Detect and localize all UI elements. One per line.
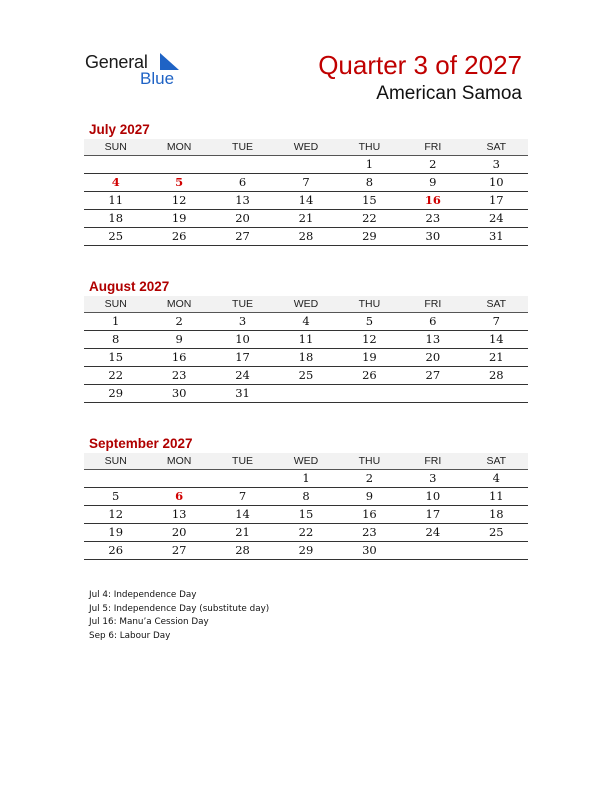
logo-general-text: General	[85, 52, 148, 72]
day-cell: 9	[338, 488, 401, 506]
month-title: August 2027	[89, 279, 170, 294]
day-cell: 4	[465, 470, 528, 488]
weekday-header: FRI	[401, 139, 464, 156]
day-cell: 25	[465, 524, 528, 542]
day-cell: 27	[147, 542, 210, 560]
weekday-header: WED	[274, 296, 337, 313]
day-cell: 29	[338, 228, 401, 246]
day-cell: 31	[211, 385, 274, 403]
day-cell: 8	[274, 488, 337, 506]
country-subtitle: American Samoa	[376, 83, 522, 104]
holiday-note: Jul 5: Independence Day (substitute day)	[89, 603, 270, 614]
day-cell: 28	[211, 542, 274, 560]
day-cell: 13	[401, 331, 464, 349]
day-cell: 3	[211, 313, 274, 331]
day-cell: 3	[465, 156, 528, 174]
day-cell: 25	[84, 228, 147, 246]
week-row	[84, 228, 528, 246]
month-calendar-table	[84, 453, 528, 560]
day-cell: 26	[338, 367, 401, 385]
weekday-header: MON	[147, 453, 210, 470]
week-row	[84, 156, 528, 174]
day-cell: 18	[84, 210, 147, 228]
day-cell: 24	[401, 524, 464, 542]
day-cell: 22	[274, 524, 337, 542]
week-row	[84, 524, 528, 542]
day-cell: 21	[465, 349, 528, 367]
holiday-note: Jul 16: Manu’a Cession Day	[89, 617, 209, 627]
day-cell: 10	[211, 331, 274, 349]
week-row	[84, 331, 528, 349]
day-cell: 28	[274, 228, 337, 246]
day-cell: 27	[401, 367, 464, 385]
weekday-header: TUE	[211, 139, 274, 156]
day-cell: 10	[401, 488, 464, 506]
empty-day-cell	[338, 385, 401, 403]
day-cell: 13	[211, 192, 274, 210]
day-cell: 3	[401, 470, 464, 488]
day-cell: 23	[338, 524, 401, 542]
month-block-august	[84, 278, 528, 403]
week-row	[84, 367, 528, 385]
week-row	[84, 313, 528, 331]
week-row	[84, 542, 528, 560]
generalblue-logo	[85, 52, 195, 92]
day-cell: 31	[465, 228, 528, 246]
day-cell: 21	[211, 524, 274, 542]
weekday-header: SAT	[465, 453, 528, 470]
day-cell: 22	[338, 210, 401, 228]
day-cell: 11	[274, 331, 337, 349]
day-cell: 5	[338, 313, 401, 331]
day-cell: 7	[274, 174, 337, 192]
day-cell: 18	[274, 349, 337, 367]
day-cell: 8	[84, 331, 147, 349]
day-cell: 16	[147, 349, 210, 367]
month-title: July 2027	[89, 122, 150, 137]
weekday-header: FRI	[401, 296, 464, 313]
day-cell: 15	[274, 506, 337, 524]
weekday-header: TUE	[211, 453, 274, 470]
day-cell: 17	[401, 506, 464, 524]
empty-day-cell	[401, 542, 464, 560]
weekday-header: MON	[147, 139, 210, 156]
week-row	[84, 506, 528, 524]
day-cell: 11	[84, 192, 147, 210]
logo-blue-text: Blue	[140, 69, 175, 88]
day-cell: 20	[211, 210, 274, 228]
empty-day-cell	[84, 156, 147, 174]
weekday-header: THU	[338, 453, 401, 470]
week-row	[84, 174, 528, 192]
day-cell: 30	[338, 542, 401, 560]
week-row	[84, 349, 528, 367]
day-cell: 6	[401, 313, 464, 331]
empty-day-cell	[211, 156, 274, 174]
day-cell: 18	[465, 506, 528, 524]
holiday-day-cell: 4	[84, 174, 147, 192]
weekday-header: WED	[274, 453, 337, 470]
day-cell: 14	[465, 331, 528, 349]
day-cell: 7	[211, 488, 274, 506]
day-cell: 12	[84, 506, 147, 524]
day-cell: 21	[274, 210, 337, 228]
day-cell: 12	[338, 331, 401, 349]
day-cell: 16	[338, 506, 401, 524]
day-cell: 24	[211, 367, 274, 385]
weekday-header: SAT	[465, 139, 528, 156]
holiday-day-cell: 16	[401, 192, 464, 210]
holiday-day-cell: 6	[147, 488, 210, 506]
holiday-note: Jul 4: Independence Day	[89, 590, 197, 600]
day-cell: 6	[211, 174, 274, 192]
day-cell: 2	[338, 470, 401, 488]
day-cell: 13	[147, 506, 210, 524]
day-cell: 8	[338, 174, 401, 192]
holiday-day-cell: 5	[147, 174, 210, 192]
day-cell: 9	[401, 174, 464, 192]
day-cell: 14	[211, 506, 274, 524]
week-row	[84, 192, 528, 210]
day-cell: 20	[147, 524, 210, 542]
holiday-note: Sep 6: Labour Day	[89, 630, 171, 641]
weekday-header: THU	[338, 139, 401, 156]
day-cell: 26	[84, 542, 147, 560]
weekday-header: SAT	[465, 296, 528, 313]
day-cell: 20	[401, 349, 464, 367]
empty-day-cell	[465, 385, 528, 403]
day-cell: 7	[465, 313, 528, 331]
day-cell: 14	[274, 192, 337, 210]
week-row	[84, 385, 528, 403]
weekday-header: FRI	[401, 453, 464, 470]
month-block-july	[84, 121, 528, 246]
weekday-header: SUN	[84, 296, 147, 313]
day-cell: 17	[211, 349, 274, 367]
day-cell: 29	[84, 385, 147, 403]
empty-day-cell	[274, 156, 337, 174]
day-cell: 10	[465, 174, 528, 192]
week-row	[84, 488, 528, 506]
day-cell: 19	[147, 210, 210, 228]
weekday-header: MON	[147, 296, 210, 313]
day-cell: 27	[211, 228, 274, 246]
day-cell: 11	[465, 488, 528, 506]
month-title: September 2027	[89, 436, 193, 451]
day-cell: 15	[84, 349, 147, 367]
weekday-header: SUN	[84, 453, 147, 470]
empty-day-cell	[147, 156, 210, 174]
day-cell: 19	[338, 349, 401, 367]
day-cell: 23	[401, 210, 464, 228]
weekday-header: TUE	[211, 296, 274, 313]
day-cell: 2	[401, 156, 464, 174]
empty-day-cell	[274, 385, 337, 403]
day-cell: 1	[338, 156, 401, 174]
day-cell: 1	[84, 313, 147, 331]
empty-day-cell	[465, 542, 528, 560]
day-cell: 4	[274, 313, 337, 331]
page-title: Quarter 3 of 2027	[318, 50, 522, 80]
day-cell: 28	[465, 367, 528, 385]
day-cell: 17	[465, 192, 528, 210]
day-cell: 1	[274, 470, 337, 488]
day-cell: 26	[147, 228, 210, 246]
empty-day-cell	[147, 470, 210, 488]
day-cell: 25	[274, 367, 337, 385]
day-cell: 24	[465, 210, 528, 228]
weekday-header: SUN	[84, 139, 147, 156]
month-calendar-table	[84, 139, 528, 246]
week-row	[84, 210, 528, 228]
holiday-notes	[89, 589, 269, 643]
month-block-september	[84, 435, 528, 560]
day-cell: 5	[84, 488, 147, 506]
day-cell: 15	[338, 192, 401, 210]
day-cell: 29	[274, 542, 337, 560]
month-calendar-table	[84, 296, 528, 403]
day-cell: 30	[401, 228, 464, 246]
day-cell: 2	[147, 313, 210, 331]
day-cell: 12	[147, 192, 210, 210]
weekday-header: THU	[338, 296, 401, 313]
day-cell: 22	[84, 367, 147, 385]
day-cell: 9	[147, 331, 210, 349]
week-row	[84, 470, 528, 488]
day-cell: 23	[147, 367, 210, 385]
empty-day-cell	[211, 470, 274, 488]
weekday-header: WED	[274, 139, 337, 156]
day-cell: 19	[84, 524, 147, 542]
empty-day-cell	[84, 470, 147, 488]
empty-day-cell	[401, 385, 464, 403]
day-cell: 30	[147, 385, 210, 403]
